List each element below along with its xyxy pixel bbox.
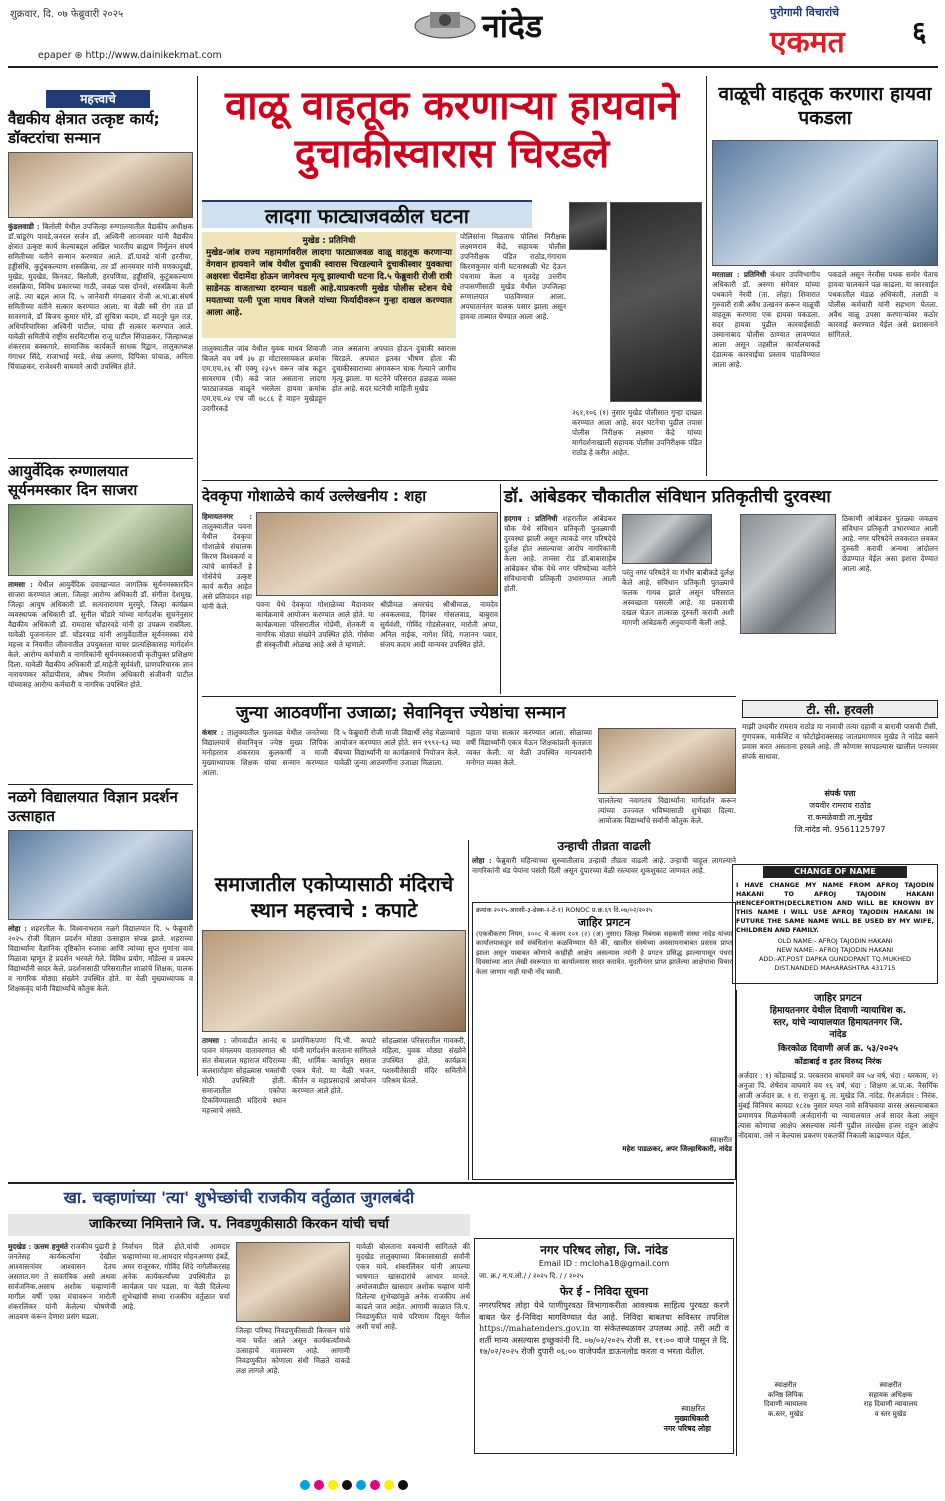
temple-story <box>202 872 466 1180</box>
tagline: पुरोगामी विचारांचे <box>770 6 840 19</box>
column-rule <box>736 990 737 1456</box>
intro-text: मुखेड-जांब राज्य महामार्गावरील लादगा फाट्याजवळ वाळू वाहतूक करणाऱ्या वेगवान हायवाने जांब येथील दुचाकी स्वारास चिरडल्याने दुचाकीस्वार युवकाचा अक्षरशः चेंदामेंदा होऊन जागेवरच मृत्यू झाल्याची घटना दि.५ फेब्रुवारी रोजी रात्री साडेनऊ वाजताच्या दरम्यान घडली आहे.याप्रकरणी मुखेड पोलीस स्टेशन येथे मयताच्या पत्नी पूजा माधव बिजले यांच्या फिर्यादीवरून गुन्हा दाखल करण्यात आला आहे. <box>206 248 452 318</box>
notice-ref: क्रमांक २०२५-आरसी-३-डेस्क-२-टे-१) RONOC प्र.क्र.६९ दि.०७/०२/२०२५ <box>476 906 653 914</box>
story-col2: परंतु नगर परिषदेने या गंभीर बाबीकडे दुर्लक्ष केले आहे. संविधान प्रतिकृती पुतळ्याचे फलक गायब झाले असून परिसरात अस्वच्छता पसरली आहे. या प्रकाराची दखल घेऊन तात्काळ दुरुस्ती करावी अशी मागणी आंबेडकरी अनुयायांनी केली आहे. <box>622 568 734 627</box>
name-change-header: CHANGE OF NAME <box>763 866 907 878</box>
case-number: किरकोळ दिवाणी अर्ज क्र. ५३/२०२५ <box>777 1044 899 1054</box>
story-photo <box>8 152 193 218</box>
tender-email[interactable]: Email ID : mcloha18@gmail.com <box>538 1259 670 1268</box>
retire-story <box>202 700 736 830</box>
lead-col2: जात असताना अपघात होऊन दुचाकी स्वारास चिरडले. अपघात इतका भीषण होता की दुचाकीस्वाराच्या अंगावरून चाक गेल्याने जागीच मृत्यू झाला. या घटनेने परिसरात हळहळ व्यक्त होत आहे. सदर घटनेची माहिती मुखेड <box>332 344 456 393</box>
story-col1 <box>202 1036 286 1178</box>
story-col2: निर्वाचन दिले होते.यांची आमदार चव्हाणांच्या मा.आमदार मोहनअण्णा हंबर्डे, अमर राजूरकर, गोविंद शिंदे नागेलीकरसह अनेक कार्यकर्त्यांच्या उपस्थितीत हा कार्यक्रम पार पडला. या वेळी दिलेल्या शुभेच्छांची सध्या राजकीय वर्तुळात चर्चा आहे. <box>122 1242 230 1311</box>
signature: कनिष्ठ लिपिक <box>767 1390 804 1399</box>
tender-notice <box>474 1238 734 1454</box>
lead-intro <box>202 232 456 338</box>
story-col1 <box>712 270 820 480</box>
old-name: OLD NAME:- AFROJ TAJODIN HAKANI <box>777 937 893 945</box>
obit-address: रा.कमळेवाडी ता.मुखेड <box>807 813 873 822</box>
right-top-story <box>712 82 938 478</box>
notice-title: जाहिर प्रगटन <box>577 916 631 929</box>
politics-story <box>8 1186 470 1454</box>
story-photo <box>236 1242 350 1322</box>
story-photo <box>8 504 193 576</box>
notice-sign: महेश पाडळकर, अपर जिल्हाधिकारी, नांदेड <box>622 1145 732 1153</box>
story-text: शहरातील कै. विश्वनाथराव नळगे विद्यालयात दि. ५ फेब्रुवारी २०२५ रोजी विज्ञान प्रदर्शन मोठ्या उत्साहात संपन्न झाले. शहराच्या विद्यार्थ्यांना वैज्ञानिक दृष्टिकोन रुजावा आणि त्यांच्या सुप्त गुणांना वाव मिळावा म्हणून हे प्रदर्शन भरवले गेले. विविध प्रयोग, मॉडेल्स व प्रकल्प विद्यार्थ्यांनी सादर केले. प्रदर्शनासाठी परिसरातील शाळांचे शिक्षक, पालक व नागरिक मोठ्या संख्येने उपस्थित होते. या वेळी मुख्याध्यापक व शिक्षकवृंद यांनी विद्यार्थ्यांचे कौतुक केले. <box>8 924 193 993</box>
lead-subhead: लादगा फाट्याजवळील घटना <box>202 200 532 228</box>
story-title: नळगे विद्यालयात विज्ञान प्रदर्शन उत्साहात <box>8 788 178 825</box>
story-title: डॉ. आंबेडकर चौकातील संविधान प्रतिकृतीची दुरवस्था <box>504 487 831 507</box>
divider <box>8 784 193 785</box>
story-col2: पकडले असून नेरवीस पथक समोर येताच हायवा चालकाने पळ काढला. या कारवाईत पथकातील मंडळ अधिकारी, तलाठी व पोलीस कर्मचारी यांनी सहभाग घेतला. अवैध वाळू उपसा करणाऱ्यांवर कठोर कारवाई करण्यात येईल असे प्रशासनाने सांगितले. <box>828 270 938 339</box>
story-col3: जिल्हा परिषद निवडणुकीसाठी किरकन यांचे नाव चर्चेत आले असून कार्यकर्त्यांमध्ये उत्साहाचे वातावरण आहे. आगामी निवडणुकीत कोणाला संधी मिळते याकडे लक्ष लागले आहे. <box>236 1326 350 1375</box>
court-title: नांदेड <box>829 1030 847 1040</box>
story-photo <box>256 512 498 596</box>
city-name: नांदेड <box>482 7 543 45</box>
section-rule <box>8 1182 734 1184</box>
court-body: अर्जदार : १) कोंडाबाई प्र. परबतराव वाघमारे वय ५४ वर्ष, धंदा : घरकाम, २) अनुजा पि. शेषेराव वाघमारे वय १६ वर्ष, धंदा : शिक्षण अ.पा.क. नैसर्गिक आजी अर्जदार क्र. १ रा. राजुरा बु. ता. मुखेड जि. नांदेड. गैरअर्जदार : निरंक. मुंबई विनिमय कायदा १८२७ नुसार मयत नामे सविचवाया वारस असल्याबाबत प्रमाणपत्र मिळणेकामी अर्जदारांनी या न्यायालयात अर्ज सादर केला असून त्यास कोणाचा आक्षेप असल्यास त्यांनी पुढील तारखेस हजर राहून आक्षेप नोंदवावा. तसे न केल्यास प्रकरण एकतर्फी निकाली काढण्यात येईल. <box>738 1071 938 1140</box>
story-body <box>472 856 736 900</box>
accident-photo <box>610 202 702 402</box>
name-change-body: I HAVE CHANGE MY NAME FROM AFROJ TAJODIN HAKANI TO AFROJ TAJODIN HAKANI HENCEFORTH(DECLRETION AND WILL BE KNOWN BY THIS NAME I WILL USE AFROJ TAJODIN HAKANI IN FUTURE THE SAME NAME WILL BE USED BY MY WIFE, CHILDREN AND FAMILY. <box>736 881 934 934</box>
story-title: खा. चव्हाणांच्या 'त्या' शुभेच्छांची राजकीय वर्तुळात जुगलबंदी <box>63 1188 415 1207</box>
story-text: कंधार उपविभागीय अधिकारी डॉ. अरुणा संगेवार यांच्या पथकाने नेरवी (ता. लोहा) शिवारात गुरुवारी रात्री अवैध उत्खनन करून वाळूची वाहतूक करणारा एक हायवा पकडला. सदर हायवा पुढील कारवाईसाठी उस्मानाबाद पोलीस ठाण्यात लावण्यात आला असून तहसील कार्यालयाकडे दंडात्मक कारवाईचा प्रस्ताव पाठविण्यात आला आहे. <box>712 270 820 369</box>
dateline: हदगाव : प्रतिनिधी <box>504 514 558 523</box>
lead-story <box>202 78 702 478</box>
story-col1 <box>202 728 328 828</box>
divider <box>8 458 193 459</box>
lead-col1: तालुक्यातील जांब येथील युवक माधव शिवाजी बिजले वय वर्ष ३७ हा मोटारसायकल क्रमांक एम.एच.२६ सी एक्यू २३५९ वरून जांब कडून सावरगाव (पी) कडे जात असताना लादगा फाट्याजवळ वाळूने भरलेला हायवा क्रमांक एम.एच.०४ एच जी ७८८६ हे वाहन मुखेडहून उदगीरकडे <box>202 344 326 413</box>
dateline: कंधार : <box>202 728 224 737</box>
tender-title: फेर ई - निविदा सूचना <box>559 1285 649 1298</box>
story-col3: सोहळ्यास परिसरातील गावकरी, महिला, युवक मोठ्या संख्येने उपस्थित होते. कार्यक्रम यशस्वीतेसाठी मंदिर समितीने परिश्रम घेतले. <box>382 1036 466 1085</box>
court-title: हिमायतनगर येथील दिवाणी न्यायाधिश क. <box>769 1006 907 1016</box>
court-title: स्तर, यांचे न्यायालयात हिमायतनगर जि. <box>773 1018 903 1028</box>
story-title: जुन्या आठवणींना उजाळा; सेवानिवृत्त ज्येष्ठांचा सन्मान <box>236 703 566 723</box>
signature: राह दिवाणी न्यायालय <box>863 1400 918 1408</box>
story-body <box>8 222 193 454</box>
story-photo <box>202 930 466 1032</box>
obit-phone: जि.नांदेड मो. 9561125797 <box>794 825 886 834</box>
dateline: लोहा : <box>472 856 492 865</box>
obit-contact-title: संपर्क पत्ता <box>824 789 856 798</box>
dateline: तामसा : <box>8 580 33 589</box>
story-text: राजकीय पुढारी हे जनतेसह कार्यकर्त्यांना देखील आश्वासनांवर आश्वासन देतच असतात.मग ते सवतंत्रिक असो अथवा सार्वजनिक.असाच अशोक चव्हाणांनी मागील वर्षी एका मंचावरून मारोती शंकरलिंकर यांनी केलेल्या घोषणेची आठवण करून देणारा प्रसंग घडला. <box>8 1242 116 1321</box>
ambedkar-story <box>504 484 938 694</box>
statue-photo <box>740 514 836 634</box>
story-col1 <box>504 514 616 692</box>
print-color-bar <box>300 1480 640 1492</box>
story-text: फेब्रुवारी महिन्याच्या सुरुवातीलाच उन्हाची तीव्रता वाढली आहे. उन्हाची चाहूल लागल्याने नागरिकांनी थंड पेयांना पसंती दिली असून दुपारच्या वेळी रस्त्यावर शुकशुकाट जाणवत आहे. <box>472 856 736 875</box>
lead-headline: वाळू वाहतूक करणाऱ्या हायवाने <box>224 83 680 129</box>
tender-ref: जा. क्र./ न.प.लो./ / २०२५ दि. / / २०२५ <box>479 1272 584 1280</box>
column-rule <box>706 76 707 476</box>
dateline: मरताळा : प्रतिनिधी <box>712 270 767 279</box>
tender-sign: नगर परिषद लोहा <box>663 1424 711 1433</box>
story-subtitle: जाकिरच्या निमित्ताने जि. प. निवडणुकीसाठी किरकन यांची चर्चा <box>8 1214 470 1236</box>
issue-date: शुक्रवार, दि. ०७ फेब्रुवारी २०२५ <box>10 9 124 20</box>
story-col3: पहाता पाचा सत्कार करण्यात आला. सोळाव्या वर्षी विद्यार्थ्यांनी एकत्र येऊन शिक्षकांप्रती कृतज्ञता व्यक्त केली. या वेळी उपस्थित मान्यवरांनी मनोगत व्यक्त केले. <box>466 728 592 767</box>
obit-name: जयवीर रामराव राठोड <box>809 801 871 810</box>
name-change-box <box>732 864 938 984</box>
story-photo <box>598 728 736 794</box>
story-title: समाजातील एकोप्यासाठी मंदिराचे <box>214 872 454 896</box>
story-photo <box>622 514 712 564</box>
tender-sign: स्वाक्षरित <box>681 1404 705 1413</box>
court-title: जाहिर प्रगटन <box>814 993 862 1004</box>
column-rule <box>500 484 501 694</box>
story-text: बिलोली येथील उपजिल्हा रुग्णालयातील वैद्यकीय अधीक्षक डॉ.चांडूरंग पावडे,जनरल सर्जन डॉ. अश्विनी आनमवार यांनी वैद्यकीय क्षेत्रात उत्कृष्ट कार्य केल्याबद्दल अखिल भारतीय ब्राह्मण निर्मूलन संघर्ष समितीच्या वतीने सन्मान करण्यात आले. डॉ.पावडे यांनी हरनीचा, हड्डीसंधि, कुटुंबकल्याण शस्त्रक्रिया, तर डॉ आनमवार यांनी मणकादुखी, मुखेड, मुदखेड, किनवट, बिलोली, हरपणिया, हड्डीसंधि, कुटुंबकल्याण शस्त्रक्रिया, विविध प्रकारच्या गाठी, जवळ पास दोनशे, शस्त्रक्रिया केली आहे. त्या बद्दल आज दि. ५ जानेवारी मंगळवार रोजी अ.भा.ब्रा.संघर्ष समितीच्या वतीने सत्कार करण्यात आला. या वेळी स्त्री रोग तज्ञ डॉ सावरगावे, डॉ बिजय कुमार मोरे, डॉ सुचित्रा कदम, डॉ मदनुरे घुल तज्ञ, अधिपरिचारिका अश्विनी पाटील, यांचा ही सत्कार करण्यात आले. यावेळी समितीचे राष्ट्रीय सरचिटणीस राजू पाटील सिंपाळकर, जिल्हाध्यक्ष शंकरराव बक्कगारे, सामाजिक कार्यकर्ते साधक रिद्वान, तालुकाध्यक्ष गंगाधर सिंदे, राजाभाई मरडे, शेख अलगा, दिपिका पांचाळ, अनिता चिंचाळकर, राजेश्वरी वाघमारे आदी उपस्थित होते. <box>8 222 193 371</box>
story-photo <box>712 140 938 266</box>
dateline: मुदखेड : ऊत्तम हनुमंते <box>8 1242 68 1251</box>
story-title: वाळूची वाहतूक करणारा हायवा पकडला <box>718 83 932 129</box>
section-rule <box>202 696 736 697</box>
story-text: शहरातील आंबेडकर चौक येथे संविधान प्रतिकृती पुतळ्याची दुरवस्था झाली असून त्याकडे नगर परिषदेचे दुर्लक्ष होत असल्याचा आरोप नागरिकांनी केला आहे. तामसा रोड डॉ.बाबासाहेब आंबेडकर चौक येथे नगर परिषदेच्या वतीने संविधानाची प्रतिकृती उभारण्यात आली होती. <box>504 514 616 593</box>
epaper-url[interactable]: epaper ⊛ http://www.dainikekmat.com <box>38 50 222 61</box>
story-col1 <box>202 512 252 692</box>
obit-body: माझी उध्दवीर रामराव राठोड या नावाची तत्या दहावी व बारावी पासची टीसी, गुणपत्रक, मार्कशिट व फोटोझेराक्ससह जातप्रमाणपत्र मुखेड ते नांदेड बसने प्रवास करत असताना हरवले आहे. ती कोणास सापडल्यास खालील पत्त्यावर संपर्क साधावा. <box>742 722 938 761</box>
dateline: हिमायतनगर : <box>202 512 252 521</box>
column-rule <box>468 840 469 1180</box>
story-photo <box>8 830 193 920</box>
signature: स्वाक्षरीत <box>879 1381 902 1389</box>
obit-box <box>742 700 938 850</box>
lead-headline: दुचाकीस्वारास चिरडले <box>294 131 610 177</box>
dateline: तामसा : <box>202 1036 227 1045</box>
section-label: महत्त्वाचे <box>46 90 150 108</box>
lead-col4: २६१,१०६ (१) नुसार मुखेड पोलीसात गुन्हा दाखल करण्यात आला आहे. सदर घटनेचा पुढील तपास पोलीस निरीक्षक लक्ष्मण केंद्रे यांच्या मार्गदर्शनाखाली सहायक पोलीस उपनिरीक्षक पंडित राठोड हे करीत आहेत. <box>572 408 702 457</box>
address: DIST.NANDED MAHARASHTRA 431715 <box>774 964 896 972</box>
story-title: स्थान महत्त्वाचे : कपाटे <box>250 898 418 922</box>
column-rule <box>197 76 198 1076</box>
story-body <box>8 580 193 780</box>
tender-office: नगर परिषद लोहा, जि. नांदेड <box>540 1243 668 1257</box>
gaushala-story <box>202 484 498 694</box>
page-number: ६ <box>912 15 927 48</box>
tender-sign: मुख्याधिकारी <box>674 1414 709 1423</box>
story-title: आयुर्वेदिक रुग्णालयात सूर्यनमस्कार दिन साजरा <box>8 462 138 499</box>
court-notice <box>738 992 938 1454</box>
story-text: तालुक्यातील फुलवळ येथील जनतेच्या विद्यालयाचे सेवानिवृत्त ज्येष्ठ मुख्य लिपिक मनोहरराव शंकरराव कुलकर्णी व माजी मुख्याध्यापक शिक्षक यांचा सन्मान करण्यात आला. <box>202 728 328 777</box>
brand-logo: एकमत <box>770 25 845 60</box>
story-body <box>8 924 193 1074</box>
signature: स्वाक्षरीत <box>774 1381 797 1389</box>
signature: व स्तर मुखेड <box>874 1409 907 1418</box>
obit-title: टी. सी. हरवली <box>742 700 938 718</box>
notice-sign: स्वाक्षरीत <box>709 1136 732 1144</box>
signature: क.स्तर, मुखेड <box>767 1409 804 1418</box>
masthead <box>0 0 945 72</box>
story-text: येथील आयुर्वेदिक दवाखान्यात जागतिक सूर्यनमस्कारदिन साजरा करण्यात आला. जिल्हा आरोग्य अधिकारी डॉ. संगीता देशमुख, जिल्हा आयुष अधिकारी डॉ. सत्यनारायण मुरमुरे, जिल्हा कार्यक्रम व्यवस्थापक अधिकारी डॉ. सुनील चोंडारे यांच्या मार्गदर्शक सूचनेनुसार वैद्यकीय अधिकारी डॉ. रामदास चोंडारवडे यांनी हा उपक्रम राबविला. यावेळी पूजनानंतर डॉ. चोंडरवाड यांनी आयुर्वेदातील सूर्यनमस्का रांचे महत्त्व व नियमीत जीवनातील उपयुक्तता याचर प्रात्यक्षिकासह मार्गदर्शन केले. आरोग्य कर्मचारी व नागरिकांनी सूर्यनमस्काराची कृतीयुक्त प्रशिक्षण दिला. यावेळी वैद्यकीय अधिकारी डॉ.माहेती सूर्यवंशी, प्राणपरिचारक ज्ञान नारायणकर कोंडापीराव, औषध निर्माण अधिकारी संजीवनी पाटील यांच्यासह आरोग्य कर्मचारी व नागरिक उपस्थित होते. <box>8 580 193 689</box>
notice-body: (एकत्रीकरण नियम, २००८ चे कलम १०१ (२) (अ) नुसार) जिल्हा निबंधक सहकारी संस्था नांदेड यांच्या कार्यालयाकडून सर्व संबंधितांना कळविण्यात येते की, खालील संस्थेच्या अवसायनाबाबत प्रस्ताव प्राप्त झाला असून याबाबत कोणाचे काहीही आक्षेप असल्यास त्यांनी हे प्रगटन प्रसिद्ध झाल्यापासून पंधरा दिवसांच्या आत लेखी स्वरूपात या कार्यालयास सादर करावेत. मुदतीनंतर प्राप्त झालेल्या आक्षेपांचा विचार केला जाणार नाही याची नोंद घ्यावी. <box>476 930 732 976</box>
new-name: NEW NAME:- AFROJ TAJODIN HAKANI <box>776 946 894 954</box>
signature: दिवाणी न्यायालय <box>764 1400 807 1408</box>
case-parties: कोंडाबाई व इतर विरुध्द निरंक <box>794 1057 882 1066</box>
left-column <box>8 76 193 1076</box>
story-title: देवकृपा गोशाळेचे कार्य उल्लेखनीय : शहा <box>202 487 427 505</box>
dateline: मुखेड : प्रतिनिधी <box>302 236 356 246</box>
tender-body: नगरपरिषद लोहा येथे पाणीपुरवठा विभागाकरीता आवश्यक साहित्य पुरवठा करणे बाबत फेर ई-निविदा मागविण्यात येत आहे. निविदा बाबतचा सविस्तर तपशिल https://mahatenders.gov.in या संकेतस्थळावर उपलब्ध आहे. तरी अटी व शर्ती मान्य असल्यास इच्छुकांनी दि. ०७/०२/२०२५ रोजी स. ११:०० वाजे पासून ते दि. १७/०२/२०२५ रोजी दुपारी ०६:०० वाजेपर्यंत डाऊनलोड करता व भरता येतील. <box>479 1300 729 1356</box>
story-title: वैद्यकीय क्षेत्रात उत्कृष्ट कार्य; डॉक्टरांचा सन्मान <box>8 110 160 147</box>
story-col4: चालतेल्या नवागतच विद्यार्थ्यांना मार्गदर्शन करून त्यांच्या उज्ज्वल भविष्यासाठी शुभेच्छा दिल्या. आयोजक विद्यार्थ्यांचे सर्वांनी कौतुक केले. <box>598 796 736 825</box>
story-col3: ठिकाणी आंबेडकर पुतळ्या जवळच संविधान प्रतिकृती उभारण्यात आली आहे. नगर परिषदेने लवकरात लवकर दुरुस्ती करावी अन्यथा आंदोलन छेडण्यात येईल असा इशारा देण्यात आला आहे. <box>842 514 938 573</box>
story-col2: दि ५ फेब्रुवारी रोजी माजी विद्यार्थी स्नेह मेळाव्याचे आयोजन करण्यात आले होते. सन १९९२-९३ च्या बॅचच्या विद्यार्थ्यांनी या कार्यक्रमाचे नियोजन केले. यावेळी जुन्या आठवणींना उजाळा मिळाला. <box>334 728 460 767</box>
dateline: लोहा : <box>8 924 27 933</box>
victim-photo <box>569 202 607 250</box>
public-notice <box>472 902 736 1180</box>
address: ADD:-AT.POST DAPKA GUNDOPANT TQ.MUKHED <box>759 955 911 963</box>
story-title: उन्हाची तीव्रता वाढली <box>557 839 651 853</box>
logo-emblem-icon <box>410 4 480 44</box>
story-text: तालुक्यातील पवना येथील देवकृपा गोशाळेचे संचालक किरण विश्वकर्मा व त्यांचे कार्यकर्ते हे गोसेवेचे उत्कृष्ट कार्य करीत आहेत असे प्रतिपादन शहा यांनी केले. <box>202 522 252 611</box>
story-col2: प्रमाणिकपणा पि.भी. कपाटे यांनी मार्गदर्शन करताना सांगितले की, धार्मिक कार्यातून समाज एकत्र येतो. या वेळी भजन, कीर्तन व महाप्रसादाचे आयोजन करण्यात आले होते. <box>292 1036 376 1095</box>
story-col4: यावेळी बोलताना वक्त्यांनी सांगितले की मुदखेड तालुक्याच्या विकासासाठी सर्वांनी एकत्र यावे. शंकरलिंकर यांनी आपल्या भाषणात खासदारांचे आभार मानले. अमोलवाडीत खासदार अशोक चव्हाण यांनी दिलेल्या शुभेच्छांमुळे अनेक राजकीय अर्थ काढले जात आहेत. आगामी काळात जि.प. निवडणुकीत याचे परिणाम दिसून येतील अशी चर्चा आहे. <box>356 1242 470 1331</box>
signature: सहायक अधिक्षक <box>868 1390 913 1399</box>
lead-col3: पोलिसांना मिळताच पोलिस निरीक्षक लक्ष्मणराव केंद्रे, सहायक पोलीस उपनिरीक्षक पंडित राठोड,गंगाराम किरणकुमार यांनी घटनास्थळी भेट देऊन पंचनामा केला व मृतदेह उत्तरीय तपासणीसाठी मुखेड येथील उपजिल्हा रुग्णालयात पाठविण्यात आला. अपघातानंतर चालक पसार झाला असून हायवा ताब्यात घेण्यात आला आहे. <box>460 232 566 321</box>
section-rule <box>202 480 938 481</box>
story-text: जोगवाडीत आनंद च पावन मंगलमय वातावरणात श्री संत सेवालाल महाराज मंदिराच्या कलशारोहण सोहळ्यास भक्तांची मोठी उपस्थिती होती. समाजातील एकोपा टिकविण्यासाठी मंदिराचे स्थान महत्त्वाचे असते. <box>202 1036 286 1115</box>
masthead-rule <box>8 66 938 68</box>
story-col3: श्रीप्रीमळ अमरचंद श्रीश्रीमाळ, नामदेव अवकलवाड, दिगंबर गोसलवाड, बाबुराव सुर्यवंशी, गोविंद गोडसेलवार, मारोती अप्पा, अनिल नाईक, नागेश शिंदे, गजानन पवार, संजय कदम आदी मान्यवर उपस्थित होते. <box>380 600 498 649</box>
story-col2: पवना येथे देवकृपा गोशाळेच्या मैदानावर कार्यक्रमाचे आयोजन करण्यात आले होते. या कार्यक्रमाला परिसरातील गोप्रेमी, शेतकरी व नागरिक मोठ्या संख्येने उपस्थित होते. गोसेवा ही संस्कृतीची ओळख आहे असे ते म्हणाले. <box>256 600 374 649</box>
heat-story <box>472 836 736 900</box>
story-col1 <box>8 1242 116 1452</box>
dateline: कुंडलवाडी : <box>8 222 40 231</box>
